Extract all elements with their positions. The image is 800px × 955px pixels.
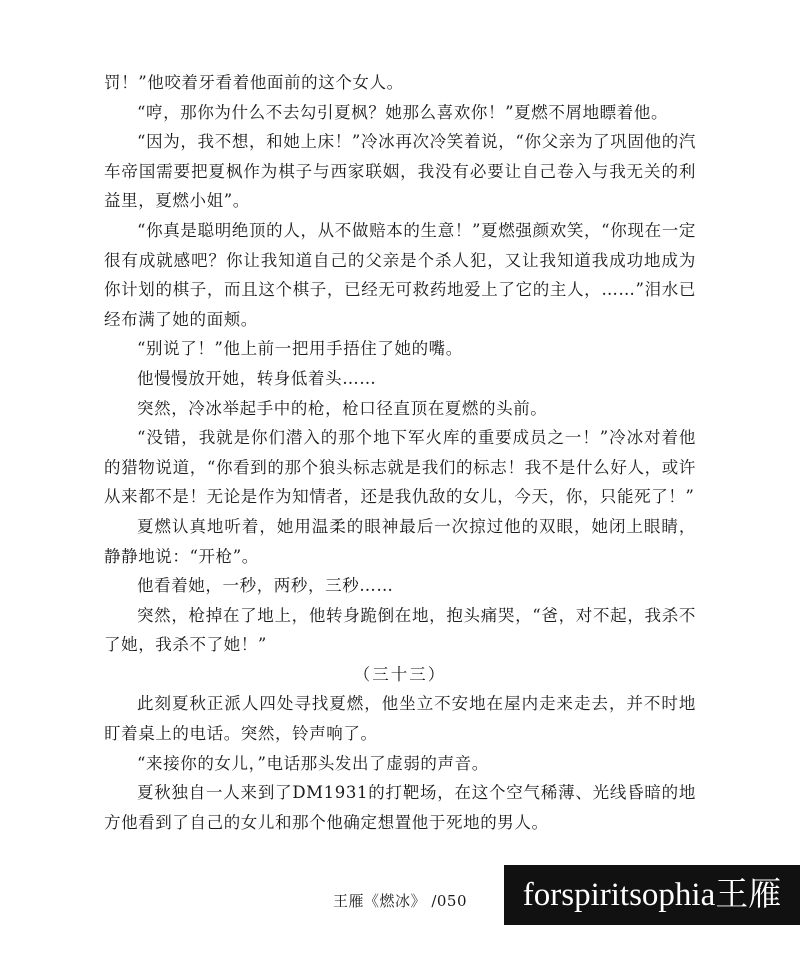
paragraph: “没错，我就是你们潜入的那个地下军火库的重要成员之一！”冷冰对着他的猎物说道，“你看到的那个狼头标志就是我们的标志！我不是什么好人，或许从来都不是！无论是作为知情者，还是我仇敌的女儿，今天，你，只能死了！” bbox=[104, 428, 696, 507]
paragraph: 夏秋独自一人来到了DM1931的打靶场，在这个空气稀薄、光线昏暗的地方他看到了自己的女儿和那个他确定想置他于死地的男人。 bbox=[104, 783, 696, 832]
paragraph: 他慢慢放开她，转身低着头…… bbox=[137, 368, 377, 388]
paragraph: 突然，枪掉在了地上，他转身跪倒在地，抱头痛哭，“爸，对不起，我杀不了她，我杀不了她！” bbox=[104, 605, 696, 655]
watermark-banner bbox=[504, 865, 800, 925]
text-body bbox=[104, 68, 696, 837]
watermark-text: forspiritsophia王雁 bbox=[522, 877, 782, 913]
paragraph: “来接你的女儿，”电话那头发出了虚弱的声音。 bbox=[137, 753, 489, 773]
paragraph: 此刻夏秋正派人四处寻找夏燃，他坐立不安地在屋内走来走去，并不时地盯着桌上的电话。突然，铃声响了。 bbox=[104, 694, 696, 744]
paragraphs-before bbox=[104, 68, 696, 660]
paragraph: 夏燃认真地听着，她用温柔的眼神最后一次掠过他的双眼，她闭上眼睛，静静地说：“开枪”。 bbox=[104, 516, 696, 566]
paragraph: 他看着她，一秒，两秒，三秒…… bbox=[137, 576, 394, 596]
paragraph: “你真是聪明绝顶的人，从不做赔本的生意！”夏燃强颜欢笑，“你现在一定很有成就感吧？你让我知道自己的父亲是个杀人犯，又让我知道我成功地成为你计划的棋子，而且这个棋子，已经无可救药地爱上了它的主人，……”泪水已经布满了她的面颊。 bbox=[104, 220, 696, 329]
paragraph: “别说了！”他上前一把用手捂住了她的嘴。 bbox=[137, 339, 463, 359]
paragraph: “因为，我不想，和她上床！”冷冰再次冷笑着说，“你父亲为了巩固他的汽车帝国需要把夏枫作为棋子与西家联姻，我没有必要让自己卷入与我无关的利益里，夏燃小姐”。 bbox=[104, 132, 696, 211]
paragraph: “哼，那你为什么不去勾引夏枫？她那么喜欢你！”夏燃不屑地瞟着他。 bbox=[137, 102, 669, 122]
paragraphs-after bbox=[104, 689, 696, 837]
chapter-heading: （三十三） bbox=[353, 664, 447, 684]
paragraph: 突然，冷冰举起手中的枪，枪口径直顶在夏燃的头前。 bbox=[137, 398, 548, 418]
footer-title: 《燃冰》 bbox=[364, 892, 427, 910]
paragraph: 罚！”他咬着牙看着他面前的这个女人。 bbox=[104, 73, 404, 92]
footer-author: 王雁 bbox=[333, 892, 365, 910]
footer-page-number: /050 bbox=[431, 892, 467, 910]
